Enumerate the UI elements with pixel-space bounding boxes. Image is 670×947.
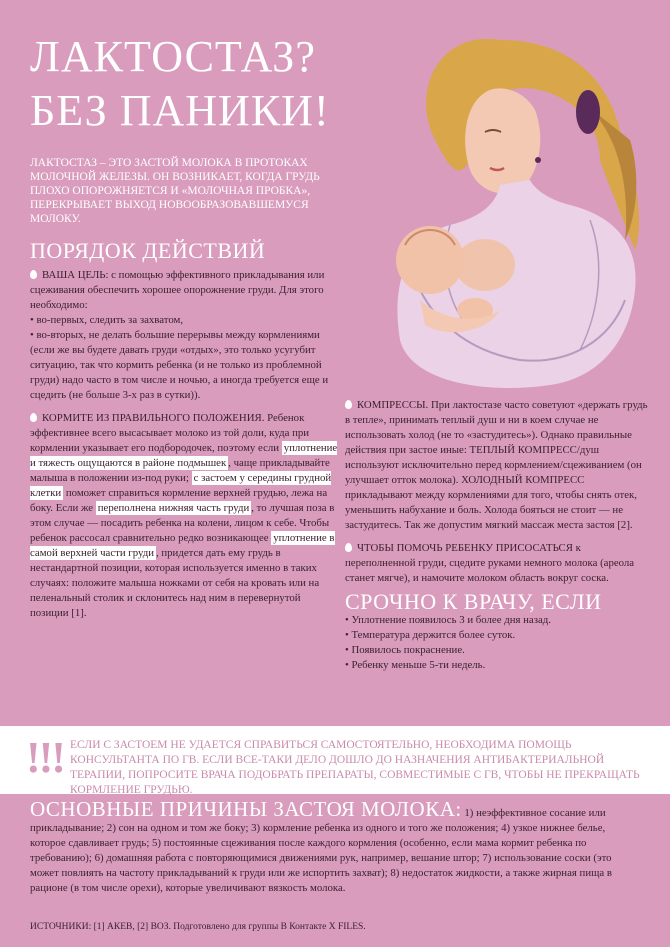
highlight-upper-breast: уплотнение в самой верхней части груди	[30, 532, 335, 559]
position-text: Ребенок эффективнее всего высасывает молоко из той доли, куда при кормлении указывает его подбородочек, поэтому если	[30, 412, 310, 454]
latch-text: к переполненной груди, сцедите руками немного молока (ареола станет мягче), и намочите молоком область вокруг соска.	[345, 542, 635, 584]
causes-block	[30, 797, 640, 896]
goal-list	[30, 313, 338, 403]
intro-text: ЛАКТОСТАЗ – ЭТО ЗАСТОЙ МОЛОКА В ПРОТОКАХ МОЛОЧНОЙ ЖЕЛЕЗЫ. ОН ВОЗНИКАЕТ, КОГДА ГРУДЬ ПЛОХО ОПОРОЖНЯЕТСЯ И «МОЛОЧНАЯ ПРОБКА», ПЕРЕКРЫВАЕТ ВЫХОД НОВООБРАЗОВАВШЕМУСЯ МОЛОКУ.	[30, 157, 320, 225]
title-line-2: БЕЗ ПАНИКИ!	[30, 86, 330, 135]
page-title	[30, 30, 330, 138]
sources: ИСТОЧНИКИ: [1] АКЕВ, [2] ВОЗ. Подготовлено для группы В Контакте X FILES.	[30, 922, 366, 932]
position-lead: КОРМИТЕ ИЗ ПРАВИЛЬНОГО ПОЛОЖЕНИЯ.	[42, 412, 265, 424]
doctor-list	[345, 613, 650, 673]
compress-text: При лактостазе часто советуют «держать грудь в тепле», принимать теплый душ и ни в коем случае не использовать холод (не то «застудитесь»). Однако правильные действия при застое иные: ТЕПЛЫЙ КОМПРЕСС/душ используют исключительно перед кормлением/сцеживанием (он улучшает отток молока). ХОЛОДНЫЙ КОМПРЕСС прикладывают между кормлениями для того, чтобы снять отек, уменьшить набухание и боль. Холода бояться не стоит — не застудитесь. Так же допустим мягкий массаж места застоя [2].	[345, 399, 648, 531]
drop-icon	[345, 400, 352, 409]
drop-icon	[30, 270, 37, 279]
highlight-armpit: уплотнение и тяжесть ощущаются в районе подмышек	[30, 442, 338, 469]
position-block	[30, 411, 338, 621]
compress-block	[345, 398, 650, 533]
causes-text: 1) неэффективное сосание или прикладывание; 2) сон на одном и том же боку; 3) кормление ребенка из одного и того же положения; 4) узкое нижнее белье, которое сдавливает грудь; 5) постоянные сцеживания после каждого кормления (особенно, если мама кормит ребенка по требованию); 6) домашняя работа с повторяющимися движениями рук, например, вешание штор; 7) использование соски (это может повлиять на частоту прикладываний к груди или же испортить захват); 8) недостаток жидкости, а также жирная пища в рационе (в том числе орехи), которые увеличивают вязкость молока.	[30, 807, 612, 894]
goal-block	[30, 268, 338, 403]
warning-banner	[0, 726, 670, 794]
latch-lead: ЧТОБЫ ПОМОЧЬ РЕБЕНКУ ПРИСОСАТЬСЯ	[357, 542, 573, 554]
position-text: поможет справиться кормление верхней грудью, лежа на боку. Если же	[30, 487, 328, 514]
goal-lead: ВАША ЦЕЛЬ:	[42, 269, 109, 281]
drop-icon	[345, 543, 352, 552]
position-text: , придется дать ему грудь в нестандартной позиции, которая используется именно в таких случаях: положите малыша ножками от себя на кровать или на пеленальный столик и склонитесь над ним в перевернутой позиции [1].	[30, 547, 320, 619]
list-item: • Температура держится более суток.	[345, 629, 516, 641]
list-item: • во-первых, следить за захватом,	[30, 314, 184, 326]
warning-text: ЕСЛИ С ЗАСТОЕМ НЕ УДАЕТСЯ СПРАВИТЬСЯ САМОСТОЯТЕЛЬНО, НЕОБХОДИМА ПОМОЩЬ КОНСУЛЬТАНТА ПО ГВ. ЕСЛИ ВСЕ-ТАКИ ДЕЛО ДОШЛО ДО НАЗНАЧЕНИЯ АНТИБАКТЕРИАЛЬНОЙ ТЕРАПИИ, ПОПРОСИТЕ ВРАЧА ПОДОБРАТЬ ПРЕПАРАТЫ, СОВМЕСТИМЫЕ С ГВ, ЧТОБЫ НЕ ПРЕКРАЩАТЬ КОРМЛЕНИЕ ГРУДЬЮ.	[70, 739, 640, 796]
latch-block	[345, 541, 650, 586]
left-column	[30, 268, 338, 629]
highlight-lower-breast: переполнена нижняя часть груди	[97, 502, 250, 514]
list-item: • Появилось покраснение.	[345, 644, 465, 656]
right-column	[345, 398, 650, 673]
title-line-1: ЛАКТОСТАЗ?	[30, 32, 316, 81]
compress-lead: КОМПРЕССЫ.	[357, 399, 429, 411]
mother-and-baby-illustration	[350, 20, 650, 400]
highlight-chest-middle: с застоем у середины грудной клетки	[30, 472, 332, 499]
steps-heading: ПОРЯДОК ДЕЙСТВИЙ	[30, 238, 266, 263]
position-text: , то лучшая поза в этом случае — посадить ребенка на колени, лицом к себе. Чтобы ребенок рассосал сравнительно редко возникающее	[30, 502, 335, 544]
list-item: • Уплотнение появилось 3 и более дня назад.	[345, 614, 551, 626]
exclamation-icon: !!!	[26, 733, 64, 782]
list-item: • во-вторых, не делать большие перерывы между кормлениями (если же вы будете давать груди «отдых», это только усугубит ситуацию, так что кормить ребенка (и не только из проблемной груди) надо часто в том числе и ночью, а иногда требуется еще и сцедить (не больше 3-х раз в сутки)).	[30, 329, 329, 401]
list-item: • Ребенку меньше 5-ти недель.	[345, 659, 486, 671]
position-text: , чаще прикладывайте малыша в положении из-под руки;	[30, 457, 330, 484]
goal-text: с помощью эффективного прикладывания или сцеживания обеспечить хорошее опорожнение груди. Для этого необходимо:	[30, 269, 325, 311]
causes-heading: ОСНОВНЫЕ ПРИЧИНЫ ЗАСТОЯ МОЛОКА:	[30, 797, 462, 821]
drop-icon	[30, 413, 37, 422]
doctor-heading: СРОЧНО К ВРАЧУ, ЕСЛИ	[345, 589, 602, 614]
